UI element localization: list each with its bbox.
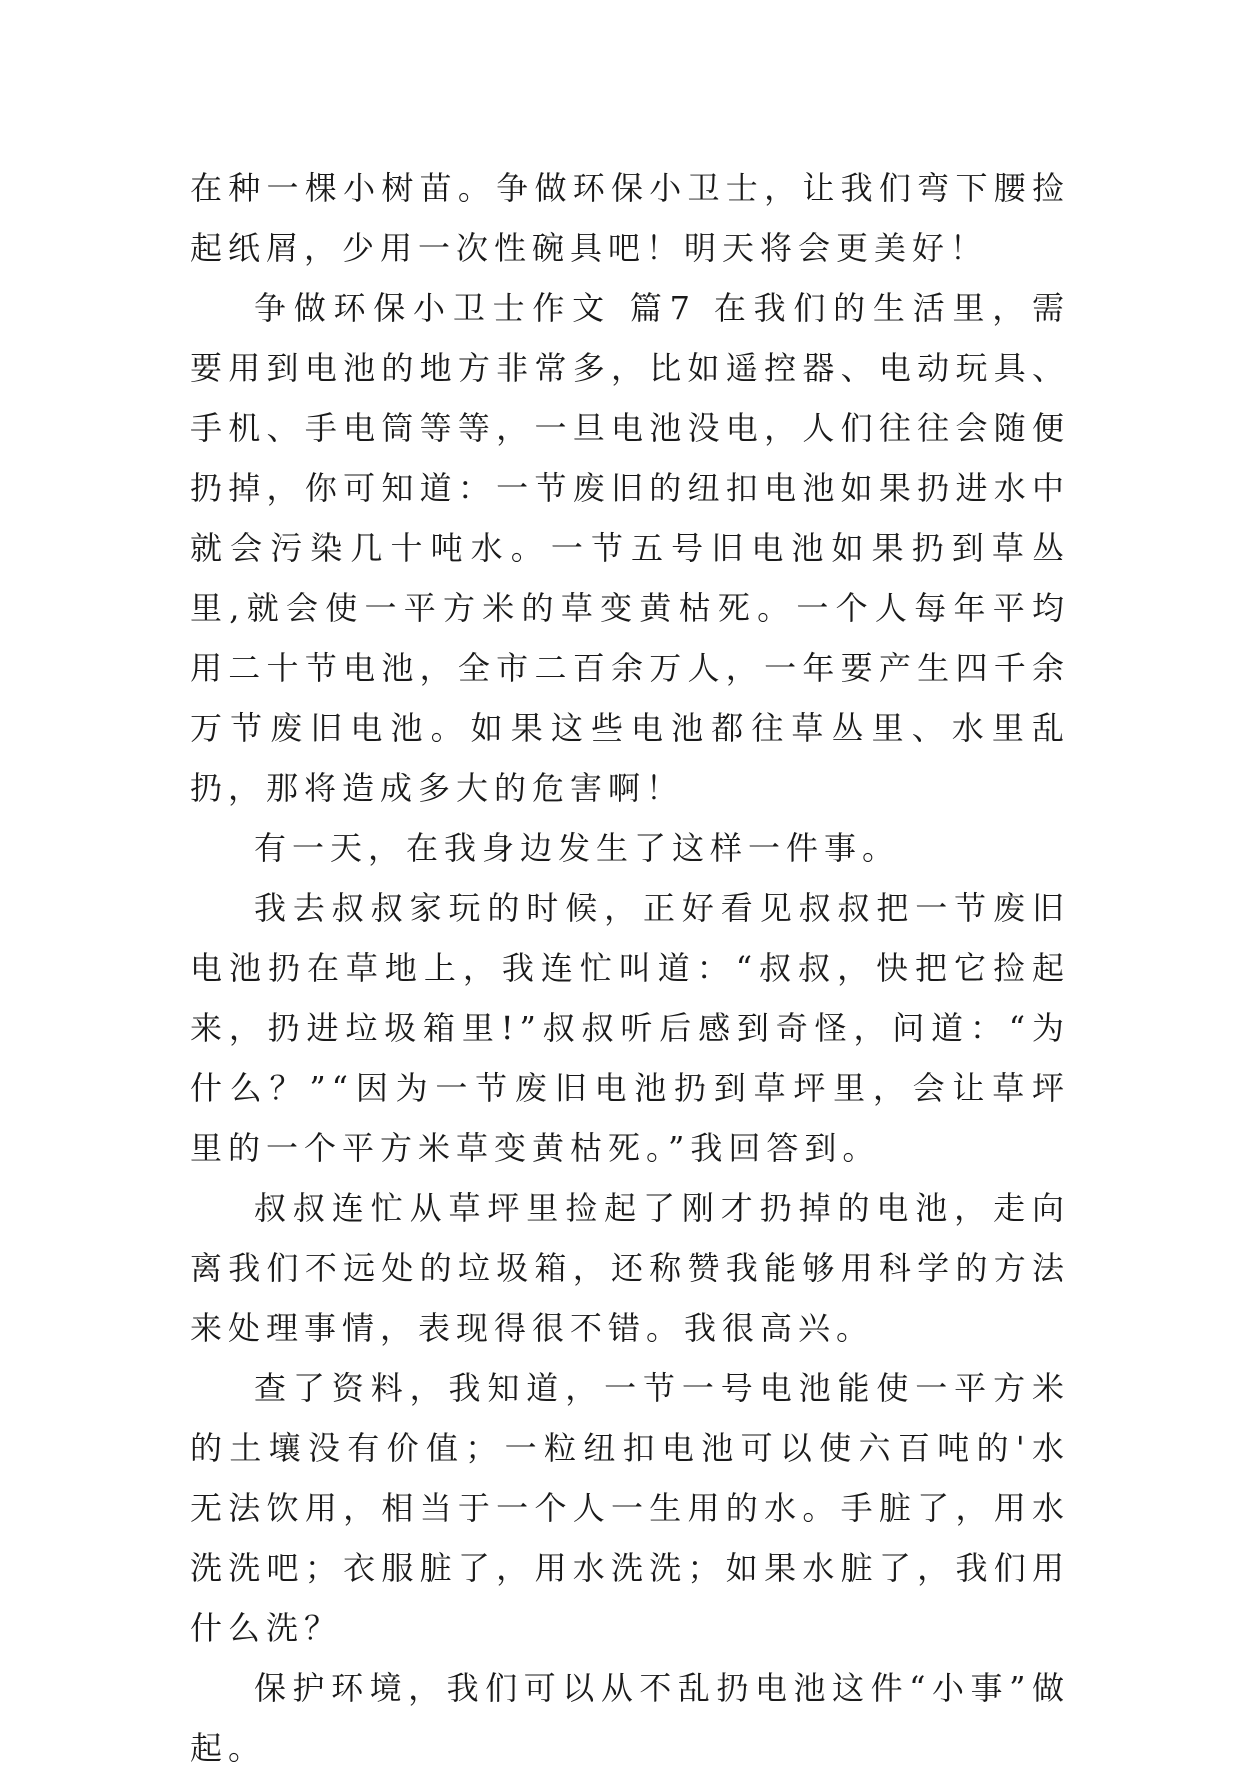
paragraph-research: 查了资料，我知道，一节一号电池能使一平方米的土壤没有价值；一粒纽扣电池可以使六百吨的'水无法饮用，相当于一个人一生用的水。手脏了，用水洗洗吧；衣服脏了，用水洗洗；如果水脏了，我们用什么洗？ bbox=[190, 1369, 1070, 1647]
paragraph-continuation: 在种一棵小树苗。争做环保小卫士，让我们弯下腰捡起纸屑，少用一次性碗具吧！明天将会更美好！ bbox=[190, 169, 1070, 267]
paragraph-uncle-picks-up: 叔叔连忙从草坪里捡起了刚才扔掉的电池，走向离我们不远处的垃圾箱，还称赞我能够用科学的方法来处理事情，表现得很不错。我很高兴。 bbox=[190, 1189, 1070, 1347]
essay-body bbox=[190, 158, 1070, 1778]
paragraph-essay-7-intro: 争做环保小卫士作文 篇7 在我们的生活里，需要用到电池的地方非常多，比如遥控器、电动玩具、手机、手电筒等等，一旦电池没电，人们往往会随便扔掉，你可知道：一节废旧的纽扣电池如果扔进水中就会污染几十吨水。一节五号旧电池如果扔到草丛里,就会使一平方米的草变黄枯死。一个人每年平均用二十节电池，全市二百余万人，一年要产生四千余万节废旧电池。如果这些电池都往草丛里、水里乱扔，那将造成多大的危害啊！ bbox=[190, 289, 1070, 807]
paragraph-one-day: 有一天，在我身边发生了这样一件事。 bbox=[254, 829, 901, 867]
paragraph-conclusion: 保护环境，我们可以从不乱扔电池这件“小事”做起。 bbox=[190, 1669, 1070, 1767]
paragraph-uncle-house: 我去叔叔家玩的时候，正好看见叔叔把一节废旧电池扔在草地上，我连忙叫道：“叔叔，快把它捡起来，扔进垃圾箱里!”叔叔听后感到奇怪，问道：“为什么？”“因为一节废旧电池扔到草坪里，会让草坪里的一个平方米草变黄枯死。”我回答到。 bbox=[190, 889, 1070, 1167]
